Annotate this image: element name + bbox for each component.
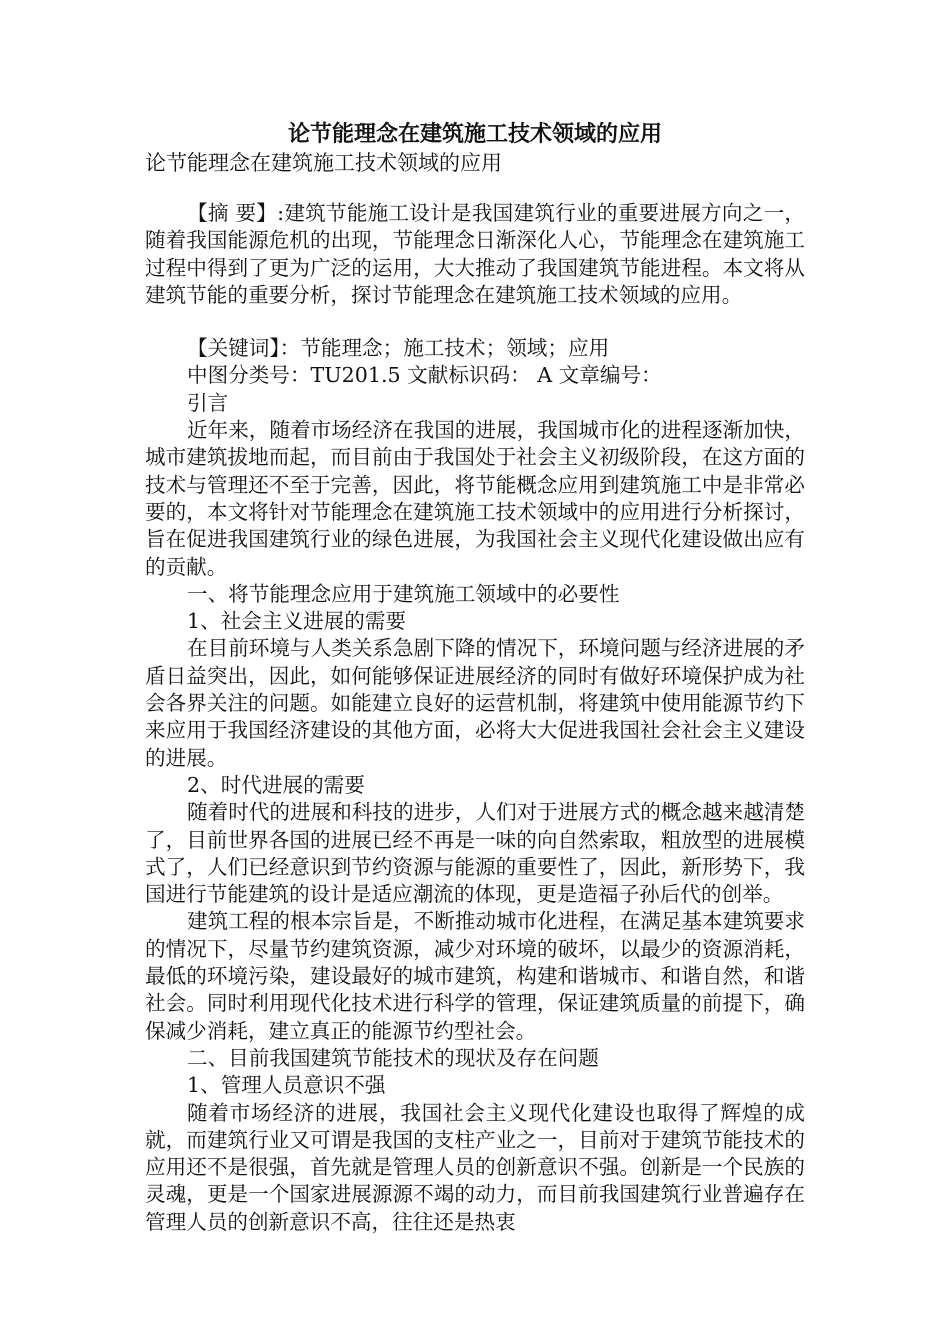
section-1-2-paragraph-1: 随着时代的进展和科技的进步，人们对于进展方式的概念越来越清楚了，目前世界各国的进展已经不再是一味的向自然索取，粗放型的进展模式了，人们已经意识到节约资源与能源的重要性了，因此，新形势下，我国进行节能建筑的设计是适应潮流的体现，更是造福子孙后代的创举。	[145, 800, 805, 907]
intro-paragraph: 近年来，随着市场经济在我国的进展，我国城市化的进程逐渐加快，城市建筑拔地而起，而目前由于我国处于社会主义初级阶段，在这方面的技术与管理还不至于完善，因此，将节能概念应用到建筑施工中是非常必要的，本文将针对节能理念在建筑施工技术领域中的应用进行分析探讨，旨在促进我国建筑行业的绿色进展，为我国社会主义现代化建设做出应有的贡献。	[145, 418, 805, 579]
classification-line: 中图分类号：TU201.5 文献标识码： A 文章编号：	[187, 363, 662, 388]
section-2-1-paragraph: 随着市场经济的进展，我国社会主义现代化建设也取得了辉煌的成就，而建筑行业又可谓是我国的支柱产业之一，目前对于建筑节能技术的应用还不是很强，首先就是管理人员的创新意识不强。创新是一个民族的灵魂，更是一个国家进展源源不竭的动力，而目前我国建筑行业普遍存在管理人员的创新意识不高，往往还是热衷	[145, 1100, 805, 1234]
keywords-line: 【关键词】：节能理念；施工技术；领域；应用	[187, 336, 610, 361]
section-1-1-heading: 1、社会主义进展的需要	[187, 609, 407, 634]
section-1-2-heading: 2、时代进展的需要	[187, 772, 365, 797]
document-title: 论节能理念在建筑施工技术领域的应用	[287, 121, 662, 147]
section-2-heading: 二、目前我国建筑节能技术的现状及存在问题	[187, 1045, 599, 1070]
section-1-2-paragraph-2: 建筑工程的根本宗旨是，不断推动城市化进程，在满足基本建筑要求的情况下，尽量节约建筑资源，减少对环境的破坏，以最少的资源消耗，最低的环境污染，建设最好的城市建筑，构建和谐城市、和谐自然，和谐社会。同时利用现代化技术进行科学的管理，保证建筑质量的前提下，确保减少消耗，建立真正的能源节约型社会。	[145, 909, 805, 1043]
document-subtitle: 论节能理念在建筑施工技术领域的应用	[145, 151, 502, 175]
intro-heading: 引言	[187, 390, 229, 415]
section-1-1-paragraph: 在目前环境与人类关系急剧下降的情况下，环境问题与经济进展的矛盾日益突出，因此，如何能够保证进展经济的同时有做好环境保护成为社会各界关注的问题。如能建立良好的运营机制，将建筑中使用能源节约下来应用于我国经济建设的其他方面，必将大大促进我国社会社会主义建设的进展。	[145, 636, 805, 770]
section-1-heading: 一、将节能理念应用于建筑施工领域中的必要性	[187, 581, 620, 606]
document-body	[145, 200, 805, 1236]
section-2-1-heading: 1、管理人员意识不强	[187, 1073, 386, 1098]
abstract-paragraph: 【摘 要】:建筑节能施工设计是我国建筑行业的重要进展方向之一，随着我国能源危机的出现，节能理念日渐深化人心，节能理念在建筑施工过程中得到了更为广泛的运用，大大推动了我国建筑节能进程。本文将从建筑节能的重要分析，探讨节能理念在建筑施工技术领域的应用。	[145, 201, 805, 307]
